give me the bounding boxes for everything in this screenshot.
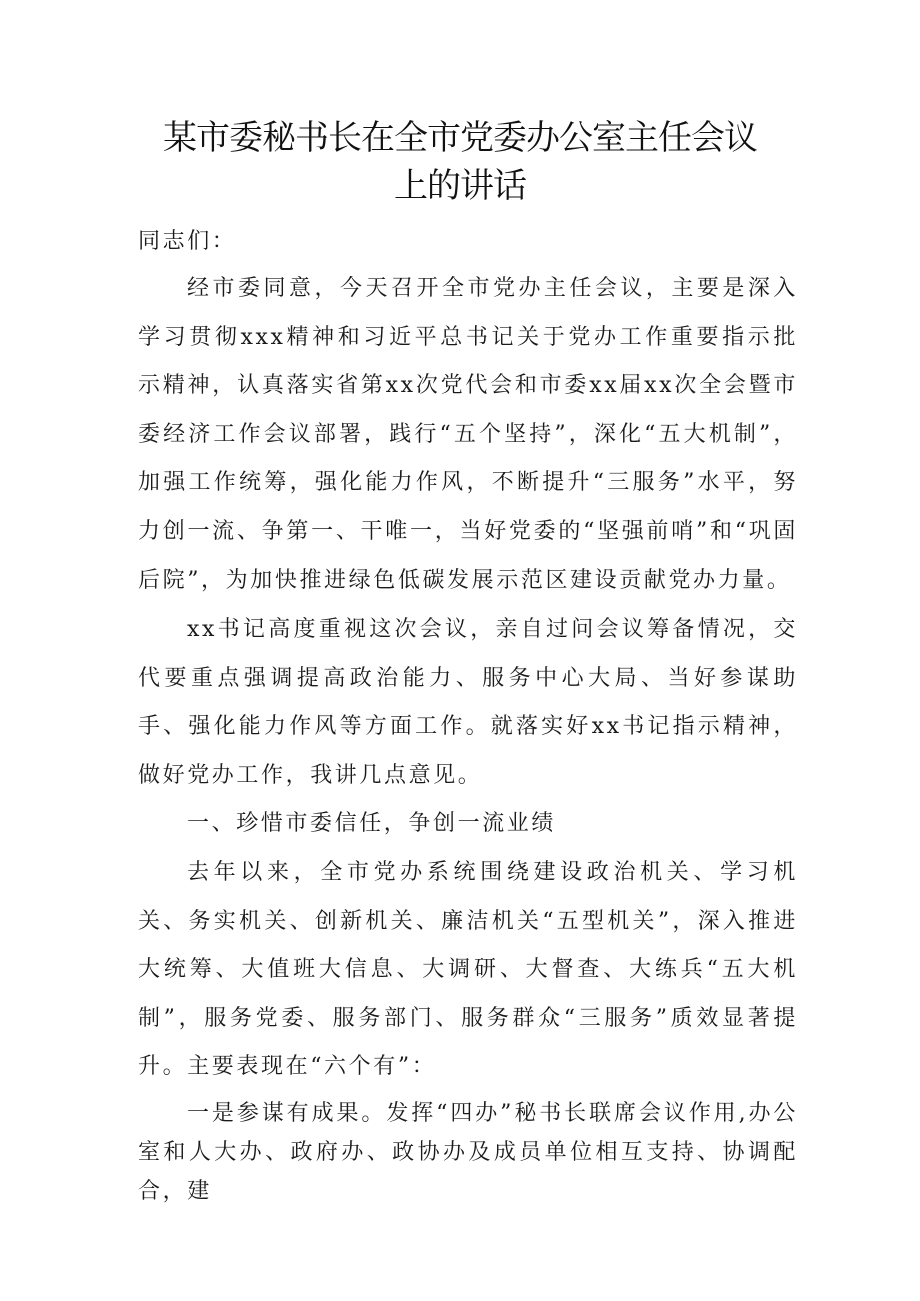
paragraph-secretary-instructions: xx书记高度重视这次会议，亲自过问会议筹备情况，交代要重点强调提高政治能力、服务中心大局、当好参谋助手、强化能力作风等方面工作。就落实好xx书记指示精神，做好党办工作，我讲几点意见。 (138, 617, 798, 788)
paragraph-achievements: 去年以来，全市党办系统围绕建设政治机关、学习机关、务实机关、创新机关、廉洁机关“五型机关”，深入推进大统筹、大值班大信息、大调研、大督查、大练兵“五大机制”，服务党委、服务部门、服务群众“三服务”质效显著提升。主要表现在“六个有”： (138, 860, 798, 1080)
salutation: 同志们： (138, 229, 237, 254)
document-title-line-1: 某市委秘书长在全市党委办公室主任会议 (163, 118, 757, 158)
paragraph-advisory-results: 一是参谋有成果。发挥“四办”秘书长联席会议作用,办公室和人大办、政府办、政协办及成员单位相互支持、协调配合，建 (138, 1101, 798, 1204)
paragraph-intro: 经市委同意，今天召开全市党办主任会议，主要是深入学习贯彻xxx精神和习近平总书记关于党办工作重要指示批示精神，认真落实省第xx次党代会和市委xx届xx次全会暨市委经济工作会议部署，践行“五个坚持”，深化“五大机制”，加强工作统筹，强化能力作风，不断提升“三服务”水平，努力创一流、争第一、干唯一，当好党委的“坚强前哨”和“巩固后院”，为加快推进绿色低碳发展示范区建设贡献党办力量。 (138, 276, 798, 593)
section-heading: 一、珍惜市委信任，争创一流业绩 (187, 811, 557, 836)
document-title-line-2: 上的讲话 (394, 166, 526, 206)
